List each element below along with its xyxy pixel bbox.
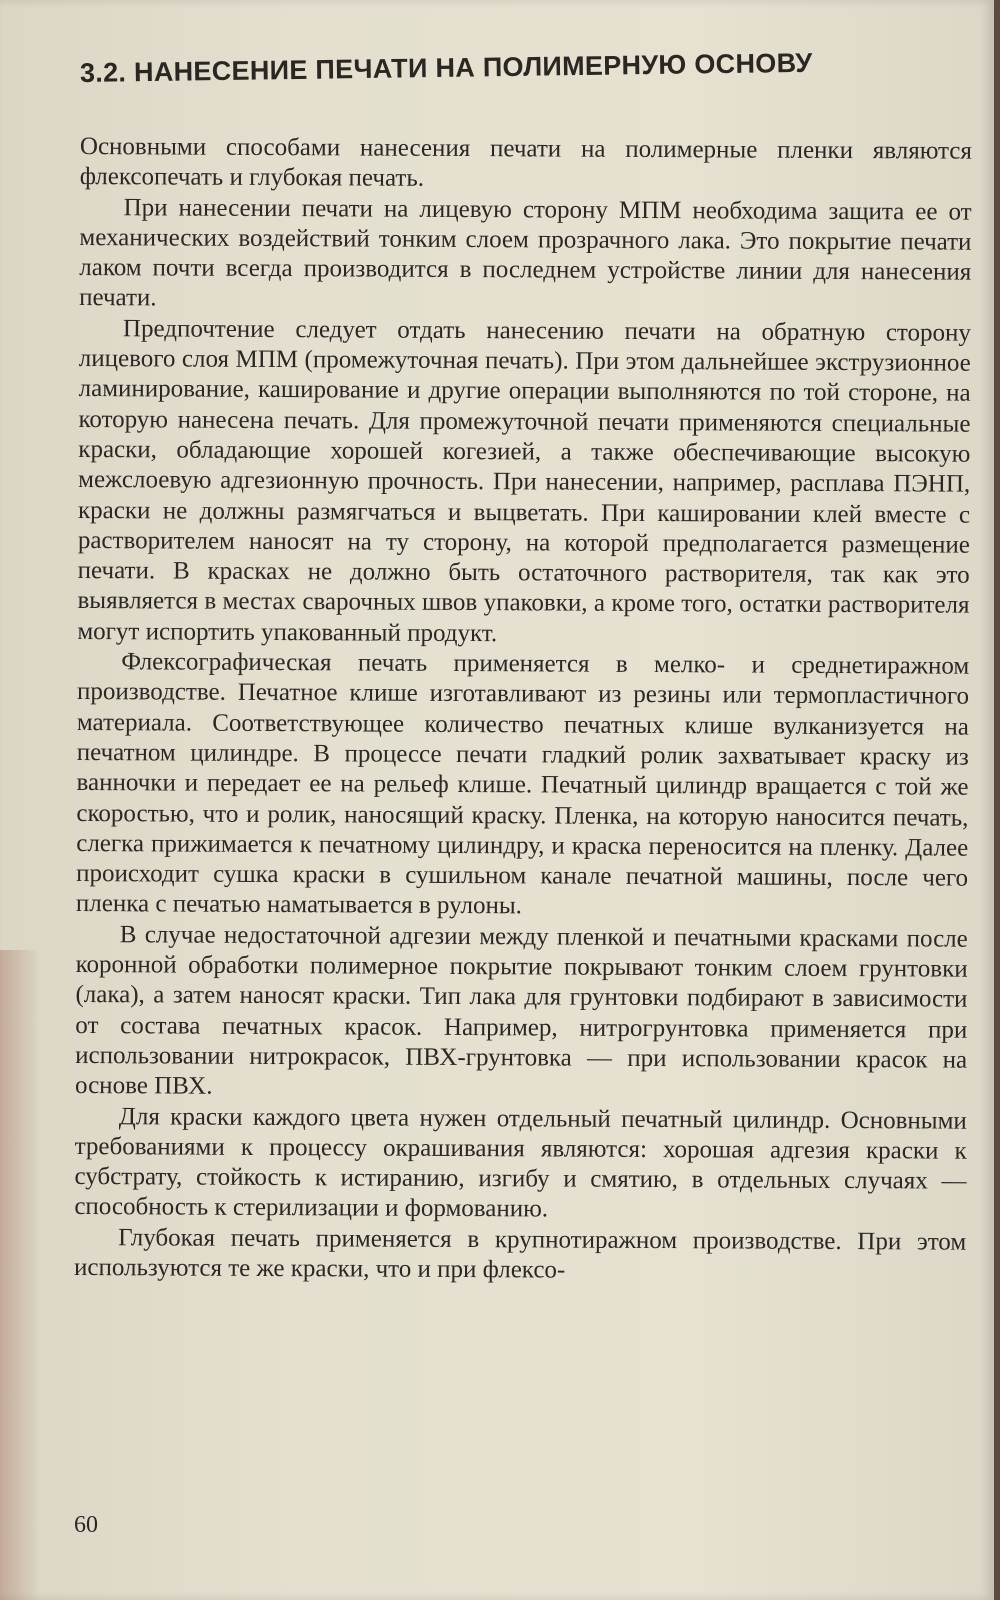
paragraph: Глубокая печать применяется в крупнотиражном производстве. При этом используются те же краски, что и при флексо-: [73, 1223, 967, 1284]
page-number: 60: [74, 1512, 98, 1538]
paragraph: Предпочтение следует отдать нанесению печати на обратную сторону лицевого слоя МПМ (промежуточная печать). При этом дальнейшее экструзионное ламинирование, каширование и другие операции выполняются по той стороне, на которую нанесена печать. Для промежуточной печати применяются специальные краски, обладающие хорошей когезией, а также обеспечивающие высокую межслоевую адгезионную прочность. При нанесении, например, расплава ПЭНП, краски не должны размягчаться и выцветать. При кашировании клей вместе с растворителем наносят на ту сторону, на которой предполагается размещение печати. В красках не должно быть остаточного растворителя, так как это выявляется в местах сварочных швов упаковки, а кроме того, остатки растворителя могут испортить упакованный продукт.: [77, 315, 972, 647]
paragraph: При нанесении печати на лицевую сторону МПМ необходима защита ее от механических воздействий тонким слоем прозрачного лака. Это покрытие печати лаком почти всегда производится в последнем устройстве линии для нанесения печати.: [79, 193, 972, 312]
paragraph: Флексографическая печать применяется в мелко- и среднетиражном производстве. Печатное клише изготавливают из резины или термопластичного материала. Соответствующее количество печатных клише вулканизуется на печатном цилиндре. В процессе печати гладкий ролик захватывает краску из ванночки и передает ее на рельеф клише. Печатный цилиндр вращается с той же скоростью, что и ролик, наносящий краску. Пленка, на которую наносится печать, слегка прижимается к печатному цилиндру, и краска переносится на пленку. Далее происходит сушка краски в сушильном канале печатной машины, после чего пленка с печатью наматывается в рулоны.: [75, 648, 970, 920]
paragraph: Основными способами нанесения печати на полимерные пленки являются флексопечать и глубокая печать.: [79, 132, 972, 193]
page-shadow: [0, 950, 40, 1600]
section-heading: 3.2. НАНЕСЕНИЕ ПЕЧАТИ НА ПОЛИМЕРНУЮ ОСНОВУ: [79, 47, 813, 88]
paragraph: Для краски каждого цвета нужен отдельный печатный цилиндр. Основными требованиями к процессу окрашивания являются: хорошая адгезия краски к субстрату, стойкость к истиранию, изгибу и смятию, в отдельных случаях — способность к стерилизации и формованию.: [74, 1102, 967, 1223]
page-edge: [994, 0, 1000, 1600]
paragraph: В случае недостаточной адгезии между пленкой и печатными красками после коронной обработки полимерное покрытие покрывают тонким слоем грунтовки (лака), а затем наносят краски. Тип лака для грунтовки подбирают в зависимости от состава печатных красок. Например, нитрогрунтовка применяется при использовании нитрокрасок, ПВХ-грунтовка — при использовании красок на основе ПВХ.: [74, 920, 968, 1100]
body-text: [74, 132, 972, 1288]
